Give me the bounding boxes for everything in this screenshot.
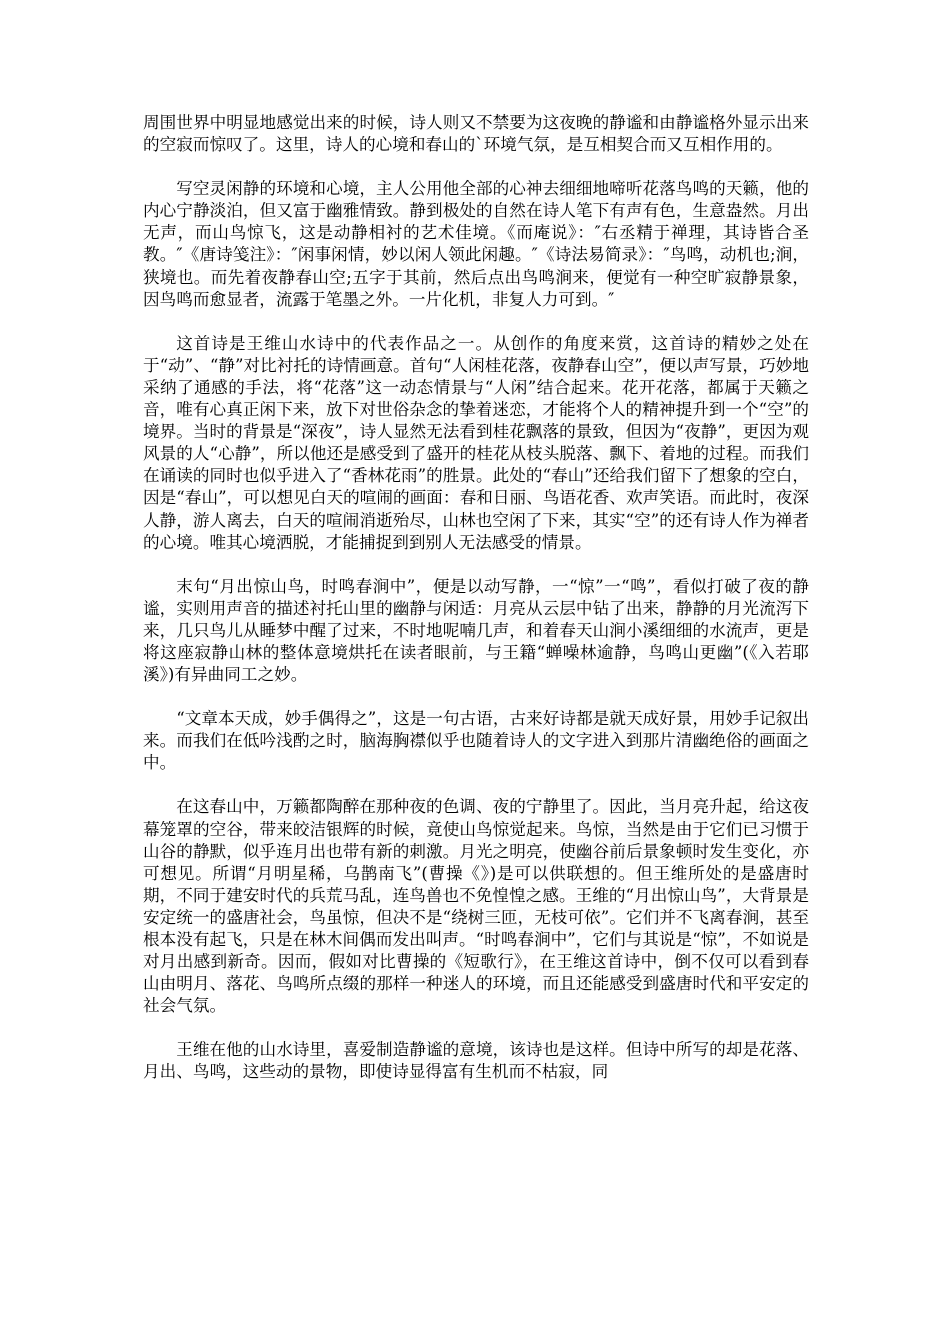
paragraph-7: 王维在他的山水诗里，喜爱制造静谧的意境，该诗也是这样。但诗中所写的却是花落、月出、鸟鸣，这些动的景物，即使诗显得富有生机而不枯寂，同 — [143, 1040, 809, 1082]
paragraph-4: 末句“月出惊山鸟，时鸣春涧中”，便是以动写静，一“惊”一“鸣”，看似打破了夜的静谧，实则用声音的描述衬托山里的幽静与闲适：月亮从云层中钻了出来，静静的月光流泻下来，几只鸟儿从睡梦中醒了过来，不时地呢喃几声，和着春天山涧小溪细细的水流声，更是将这座寂静山林的整体意境烘托在读者眼前，与王籍“蝉噪林逾静，鸟鸣山更幽”(《入若耶溪》)有异曲同工之妙。 — [143, 576, 809, 685]
paragraph-3: 这首诗是王维山水诗中的代表作品之一。从创作的角度来赏，这首诗的精妙之处在于“动”、“静”对比衬托的诗情画意。首句“人闲桂花落，夜静春山空”，便以声写景，巧妙地采纳了通感的手法，将“花落”这一动态情景与“人闲”结合起来。花开花落，都属于天籁之音，唯有心真正闲下来，放下对世俗杂念的挚着迷恋，才能将个人的精神提升到一个“空”的境界。当时的背景是“深夜”，诗人显然无法看到桂花飘落的景致，但因为“夜静”，更因为观风景的人“心静”，所以他还是感受到了盛开的桂花从枝头脱落、飘下、着地的过程。而我们在诵读的同时也似乎进入了“香林花雨”的胜景。此处的“春山”还给我们留下了想象的空白，因是“春山”，可以想见白天的喧闹的画面：春和日丽、鸟语花香、欢声笑语。而此时，夜深人静，游人离去，白天的喧闹消逝殆尽，山林也空闲了下来，其实“空”的还有诗人作为禅者的心境。唯其心境洒脱，才能捕捉到到别人无法感受的情景。 — [143, 333, 809, 552]
document-page — [143, 112, 809, 1106]
paragraph-5: “文章本天成，妙手偶得之”，这是一句古语，古来好诗都是就天成好景，用妙手记叙出来。而我们在低吟浅酌之时，脑海胸襟似乎也随着诗人的文字进入到那片清幽绝俗的画面之中。 — [143, 709, 809, 773]
paragraph-continuation: 周围世界中明显地感觉出来的时候，诗人则又不禁要为这夜晚的静谧和由静谧格外显示出来的空寂而惊叹了。这里，诗人的心境和春山的`环境气氛，是互相契合而又互相作用的。 — [143, 113, 809, 155]
paragraph-6: 在这春山中，万籁都陶醉在那种夜的色调、夜的宁静里了。因此，当月亮升起，给这夜幕笼罩的空谷，带来皎洁银辉的时候，竟使山鸟惊觉起来。鸟惊，当然是由于它们已习惯于山谷的静默，似乎连月出也带有新的刺激。月光之明亮，使幽谷前后景象顿时发生变化，亦可想见。所谓“月明星稀，乌鹊南飞”(曹操《》)是可以供联想的。但王维所处的是盛唐时期，不同于建安时代的兵荒马乱，连鸟兽也不免惶惶之感。王维的“月出惊山鸟”，大背景是安定统一的盛唐社会，鸟虽惊，但决不是“绕树三匝，无枝可依”。它们并不飞离春涧，甚至根本没有起飞，只是在林木间偶而发出叫声。“时鸣春涧中”，它们与其说是“惊”，不如说是对月出感到新奇。因而，假如对比曹操的《短歌行》，在王维这首诗中，倒不仅可以看到春山由明月、落花、鸟鸣所点缀的那样一种迷人的环境，而且还能感受到盛唐时代和平安定的社会气氛。 — [143, 797, 809, 1016]
paragraph-2: 写空灵闲静的环境和心境，主人公用他全部的心神去细细地啼听花落鸟鸣的天籁，他的内心宁静淡泊，但又富于幽雅情致。静到极处的自然在诗人笔下有声有色，生意盎然。月出无声，而山鸟惊飞，这是动静相衬的艺术佳境。《而庵说》：″右丞精于禅理，其诗皆合圣教。″《唐诗笺注》：″闲事闲情，妙以闲人领此闲趣。″《诗法易简录》：″鸟鸣，动机也;涧，狭境也。而先着夜静春山空;五字于其前，然后点出鸟鸣涧来，便觉有一种空旷寂静景象，因鸟鸣而愈显者，流露于笔墨之外。一片化机，非复人力可到。″ — [143, 179, 809, 309]
